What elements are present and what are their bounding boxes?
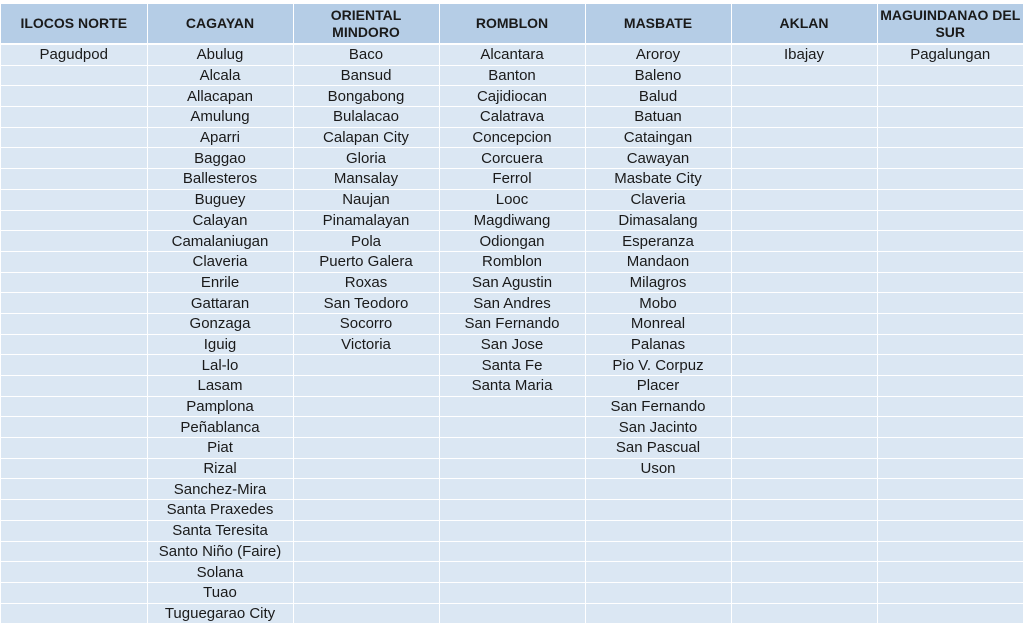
cell-aklan: [731, 562, 877, 583]
cell-cagayan: Gonzaga: [147, 313, 293, 334]
cell-maguindanao-del-sur: [877, 86, 1023, 107]
cell-maguindanao-del-sur: Pagalungan: [877, 44, 1023, 65]
cell-cagayan: Sanchez-Mira: [147, 479, 293, 500]
cell-maguindanao-del-sur: [877, 438, 1023, 459]
cell-masbate: Aroroy: [585, 44, 731, 65]
cell-aklan: [731, 438, 877, 459]
cell-aklan: [731, 251, 877, 272]
cell-maguindanao-del-sur: [877, 189, 1023, 210]
cell-maguindanao-del-sur: [877, 107, 1023, 128]
table-row: [1, 148, 1023, 169]
cell-masbate: [585, 603, 731, 624]
table-row: [1, 603, 1023, 624]
cell-oriental-mindoro: San Teodoro: [293, 293, 439, 314]
cell-romblon: Cajidiocan: [439, 86, 585, 107]
table-row: [1, 293, 1023, 314]
cell-cagayan: Santa Teresita: [147, 520, 293, 541]
cell-aklan: [731, 107, 877, 128]
cell-oriental-mindoro: Socorro: [293, 313, 439, 334]
cell-ilocos-norte: [1, 520, 147, 541]
cell-romblon: San Jose: [439, 334, 585, 355]
header-romblon: ROMBLON: [439, 4, 585, 44]
cell-ilocos-norte: [1, 86, 147, 107]
cell-masbate: Cataingan: [585, 127, 731, 148]
header-aklan: AKLAN: [731, 4, 877, 44]
cell-cagayan: Pamplona: [147, 396, 293, 417]
cell-romblon: Corcuera: [439, 148, 585, 169]
table-row: [1, 582, 1023, 603]
cell-ilocos-norte: [1, 272, 147, 293]
cell-masbate: Mobo: [585, 293, 731, 314]
cell-oriental-mindoro: Bansud: [293, 65, 439, 86]
table-row: [1, 479, 1023, 500]
cell-romblon: San Fernando: [439, 313, 585, 334]
cell-aklan: [731, 231, 877, 252]
table-row: [1, 458, 1023, 479]
cell-ilocos-norte: [1, 334, 147, 355]
cell-masbate: [585, 500, 731, 521]
cell-aklan: [731, 479, 877, 500]
cell-aklan: Ibajay: [731, 44, 877, 65]
cell-ilocos-norte: [1, 65, 147, 86]
cell-aklan: [731, 355, 877, 376]
cell-oriental-mindoro: [293, 520, 439, 541]
cell-ilocos-norte: [1, 541, 147, 562]
cell-romblon: [439, 438, 585, 459]
cell-ilocos-norte: [1, 458, 147, 479]
cell-masbate: Palanas: [585, 334, 731, 355]
cell-maguindanao-del-sur: [877, 65, 1023, 86]
cell-aklan: [731, 582, 877, 603]
cell-cagayan: Aparri: [147, 127, 293, 148]
table-row: [1, 500, 1023, 521]
header-cagayan: CAGAYAN: [147, 4, 293, 44]
province-municipality-table: [1, 4, 1023, 624]
header-maguindanao-del-sur: MAGUINDANAO DEL SUR: [877, 4, 1023, 44]
cell-maguindanao-del-sur: [877, 334, 1023, 355]
cell-oriental-mindoro: Calapan City: [293, 127, 439, 148]
cell-masbate: Pio V. Corpuz: [585, 355, 731, 376]
cell-ilocos-norte: [1, 376, 147, 397]
cell-aklan: [731, 603, 877, 624]
cell-masbate: [585, 520, 731, 541]
cell-romblon: San Andres: [439, 293, 585, 314]
cell-masbate: Monreal: [585, 313, 731, 334]
cell-aklan: [731, 86, 877, 107]
cell-oriental-mindoro: Bulalacao: [293, 107, 439, 128]
cell-masbate: Dimasalang: [585, 210, 731, 231]
cell-aklan: [731, 376, 877, 397]
cell-aklan: [731, 313, 877, 334]
cell-maguindanao-del-sur: [877, 293, 1023, 314]
cell-ilocos-norte: [1, 107, 147, 128]
cell-ilocos-norte: [1, 231, 147, 252]
cell-oriental-mindoro: Bongabong: [293, 86, 439, 107]
cell-maguindanao-del-sur: [877, 376, 1023, 397]
table-row: [1, 251, 1023, 272]
cell-aklan: [731, 293, 877, 314]
cell-romblon: [439, 500, 585, 521]
cell-ilocos-norte: [1, 355, 147, 376]
table-row: [1, 107, 1023, 128]
cell-cagayan: Buguey: [147, 189, 293, 210]
table-row: [1, 169, 1023, 190]
cell-ilocos-norte: [1, 210, 147, 231]
cell-romblon: [439, 479, 585, 500]
cell-cagayan: Gattaran: [147, 293, 293, 314]
cell-cagayan: Tuguegarao City: [147, 603, 293, 624]
table-row: [1, 210, 1023, 231]
cell-cagayan: Tuao: [147, 582, 293, 603]
cell-cagayan: Peñablanca: [147, 417, 293, 438]
cell-oriental-mindoro: [293, 458, 439, 479]
cell-aklan: [731, 127, 877, 148]
cell-ilocos-norte: [1, 500, 147, 521]
header-ilocos-norte: ILOCOS NORTE: [1, 4, 147, 44]
cell-romblon: San Agustin: [439, 272, 585, 293]
cell-ilocos-norte: [1, 148, 147, 169]
cell-masbate: San Pascual: [585, 438, 731, 459]
table-row: [1, 189, 1023, 210]
cell-oriental-mindoro: Pinamalayan: [293, 210, 439, 231]
cell-maguindanao-del-sur: [877, 520, 1023, 541]
cell-oriental-mindoro: Roxas: [293, 272, 439, 293]
cell-cagayan: Alcala: [147, 65, 293, 86]
cell-cagayan: Claveria: [147, 251, 293, 272]
cell-masbate: Balud: [585, 86, 731, 107]
cell-cagayan: Calayan: [147, 210, 293, 231]
cell-ilocos-norte: Pagudpod: [1, 44, 147, 65]
cell-aklan: [731, 210, 877, 231]
cell-romblon: [439, 396, 585, 417]
cell-aklan: [731, 458, 877, 479]
cell-maguindanao-del-sur: [877, 458, 1023, 479]
cell-aklan: [731, 65, 877, 86]
cell-ilocos-norte: [1, 251, 147, 272]
cell-cagayan: Piat: [147, 438, 293, 459]
cell-maguindanao-del-sur: [877, 562, 1023, 583]
cell-aklan: [731, 520, 877, 541]
cell-cagayan: Solana: [147, 562, 293, 583]
cell-maguindanao-del-sur: [877, 148, 1023, 169]
cell-ilocos-norte: [1, 603, 147, 624]
cell-maguindanao-del-sur: [877, 603, 1023, 624]
cell-masbate: San Jacinto: [585, 417, 731, 438]
cell-aklan: [731, 396, 877, 417]
table-row: [1, 520, 1023, 541]
cell-oriental-mindoro: [293, 417, 439, 438]
cell-ilocos-norte: [1, 127, 147, 148]
cell-cagayan: Amulung: [147, 107, 293, 128]
cell-masbate: Esperanza: [585, 231, 731, 252]
cell-romblon: [439, 541, 585, 562]
cell-cagayan: Lal-lo: [147, 355, 293, 376]
cell-oriental-mindoro: [293, 396, 439, 417]
cell-aklan: [731, 541, 877, 562]
cell-cagayan: Santa Praxedes: [147, 500, 293, 521]
cell-maguindanao-del-sur: [877, 541, 1023, 562]
cell-aklan: [731, 169, 877, 190]
cell-cagayan: Rizal: [147, 458, 293, 479]
cell-masbate: [585, 562, 731, 583]
cell-masbate: Uson: [585, 458, 731, 479]
table-row: [1, 65, 1023, 86]
table-row: [1, 334, 1023, 355]
cell-masbate: Cawayan: [585, 148, 731, 169]
cell-maguindanao-del-sur: [877, 396, 1023, 417]
cell-aklan: [731, 334, 877, 355]
cell-masbate: [585, 582, 731, 603]
cell-romblon: Banton: [439, 65, 585, 86]
cell-maguindanao-del-sur: [877, 169, 1023, 190]
cell-romblon: [439, 520, 585, 541]
cell-romblon: Alcantara: [439, 44, 585, 65]
cell-oriental-mindoro: Victoria: [293, 334, 439, 355]
cell-ilocos-norte: [1, 417, 147, 438]
cell-ilocos-norte: [1, 293, 147, 314]
cell-masbate: San Fernando: [585, 396, 731, 417]
cell-ilocos-norte: [1, 396, 147, 417]
cell-oriental-mindoro: [293, 562, 439, 583]
cell-cagayan: Santo Niño (Faire): [147, 541, 293, 562]
table-row: [1, 417, 1023, 438]
cell-aklan: [731, 272, 877, 293]
cell-ilocos-norte: [1, 189, 147, 210]
cell-maguindanao-del-sur: [877, 417, 1023, 438]
cell-romblon: Romblon: [439, 251, 585, 272]
cell-ilocos-norte: [1, 438, 147, 459]
cell-romblon: [439, 417, 585, 438]
cell-cagayan: Camalaniugan: [147, 231, 293, 252]
cell-oriental-mindoro: [293, 541, 439, 562]
table-row: [1, 562, 1023, 583]
table-row: [1, 396, 1023, 417]
cell-romblon: [439, 603, 585, 624]
cell-masbate: Baleno: [585, 65, 731, 86]
cell-ilocos-norte: [1, 169, 147, 190]
cell-oriental-mindoro: Baco: [293, 44, 439, 65]
cell-ilocos-norte: [1, 313, 147, 334]
cell-aklan: [731, 189, 877, 210]
cell-oriental-mindoro: [293, 355, 439, 376]
cell-maguindanao-del-sur: [877, 210, 1023, 231]
table-row: [1, 355, 1023, 376]
table-row: [1, 44, 1023, 65]
table-row: [1, 438, 1023, 459]
cell-romblon: Concepcion: [439, 127, 585, 148]
cell-oriental-mindoro: Naujan: [293, 189, 439, 210]
cell-romblon: Ferrol: [439, 169, 585, 190]
cell-oriental-mindoro: Puerto Galera: [293, 251, 439, 272]
cell-maguindanao-del-sur: [877, 127, 1023, 148]
table-row: [1, 541, 1023, 562]
cell-cagayan: Iguig: [147, 334, 293, 355]
cell-oriental-mindoro: [293, 603, 439, 624]
cell-maguindanao-del-sur: [877, 272, 1023, 293]
cell-maguindanao-del-sur: [877, 313, 1023, 334]
cell-romblon: Magdiwang: [439, 210, 585, 231]
cell-masbate: Milagros: [585, 272, 731, 293]
cell-cagayan: Abulug: [147, 44, 293, 65]
table-row: [1, 272, 1023, 293]
cell-masbate: Batuan: [585, 107, 731, 128]
cell-masbate: Claveria: [585, 189, 731, 210]
table-body: [1, 44, 1023, 624]
cell-cagayan: Lasam: [147, 376, 293, 397]
cell-romblon: [439, 458, 585, 479]
cell-masbate: Mandaon: [585, 251, 731, 272]
cell-maguindanao-del-sur: [877, 251, 1023, 272]
cell-romblon: Calatrava: [439, 107, 585, 128]
cell-romblon: Looc: [439, 189, 585, 210]
cell-masbate: [585, 541, 731, 562]
cell-romblon: [439, 582, 585, 603]
cell-masbate: Placer: [585, 376, 731, 397]
cell-oriental-mindoro: [293, 500, 439, 521]
cell-masbate: [585, 479, 731, 500]
cell-oriental-mindoro: Mansalay: [293, 169, 439, 190]
table-row: [1, 376, 1023, 397]
cell-maguindanao-del-sur: [877, 479, 1023, 500]
cell-maguindanao-del-sur: [877, 500, 1023, 521]
table-row: [1, 86, 1023, 107]
header-row: [1, 4, 1023, 44]
header-masbate: MASBATE: [585, 4, 731, 44]
cell-maguindanao-del-sur: [877, 582, 1023, 603]
cell-aklan: [731, 148, 877, 169]
cell-romblon: Odiongan: [439, 231, 585, 252]
cell-maguindanao-del-sur: [877, 355, 1023, 376]
cell-cagayan: Enrile: [147, 272, 293, 293]
cell-aklan: [731, 500, 877, 521]
cell-oriental-mindoro: Gloria: [293, 148, 439, 169]
cell-ilocos-norte: [1, 582, 147, 603]
cell-oriental-mindoro: [293, 582, 439, 603]
cell-oriental-mindoro: [293, 376, 439, 397]
cell-oriental-mindoro: [293, 438, 439, 459]
table-row: [1, 231, 1023, 252]
table-container: [1, 4, 1023, 624]
cell-cagayan: Ballesteros: [147, 169, 293, 190]
cell-aklan: [731, 417, 877, 438]
cell-oriental-mindoro: Pola: [293, 231, 439, 252]
table-row: [1, 313, 1023, 334]
cell-romblon: [439, 562, 585, 583]
cell-ilocos-norte: [1, 562, 147, 583]
cell-romblon: Santa Maria: [439, 376, 585, 397]
cell-cagayan: Baggao: [147, 148, 293, 169]
table-row: [1, 127, 1023, 148]
cell-cagayan: Allacapan: [147, 86, 293, 107]
cell-romblon: Santa Fe: [439, 355, 585, 376]
cell-masbate: Masbate City: [585, 169, 731, 190]
header-oriental-mindoro: ORIENTAL MINDORO: [293, 4, 439, 44]
cell-maguindanao-del-sur: [877, 231, 1023, 252]
cell-oriental-mindoro: [293, 479, 439, 500]
cell-ilocos-norte: [1, 479, 147, 500]
